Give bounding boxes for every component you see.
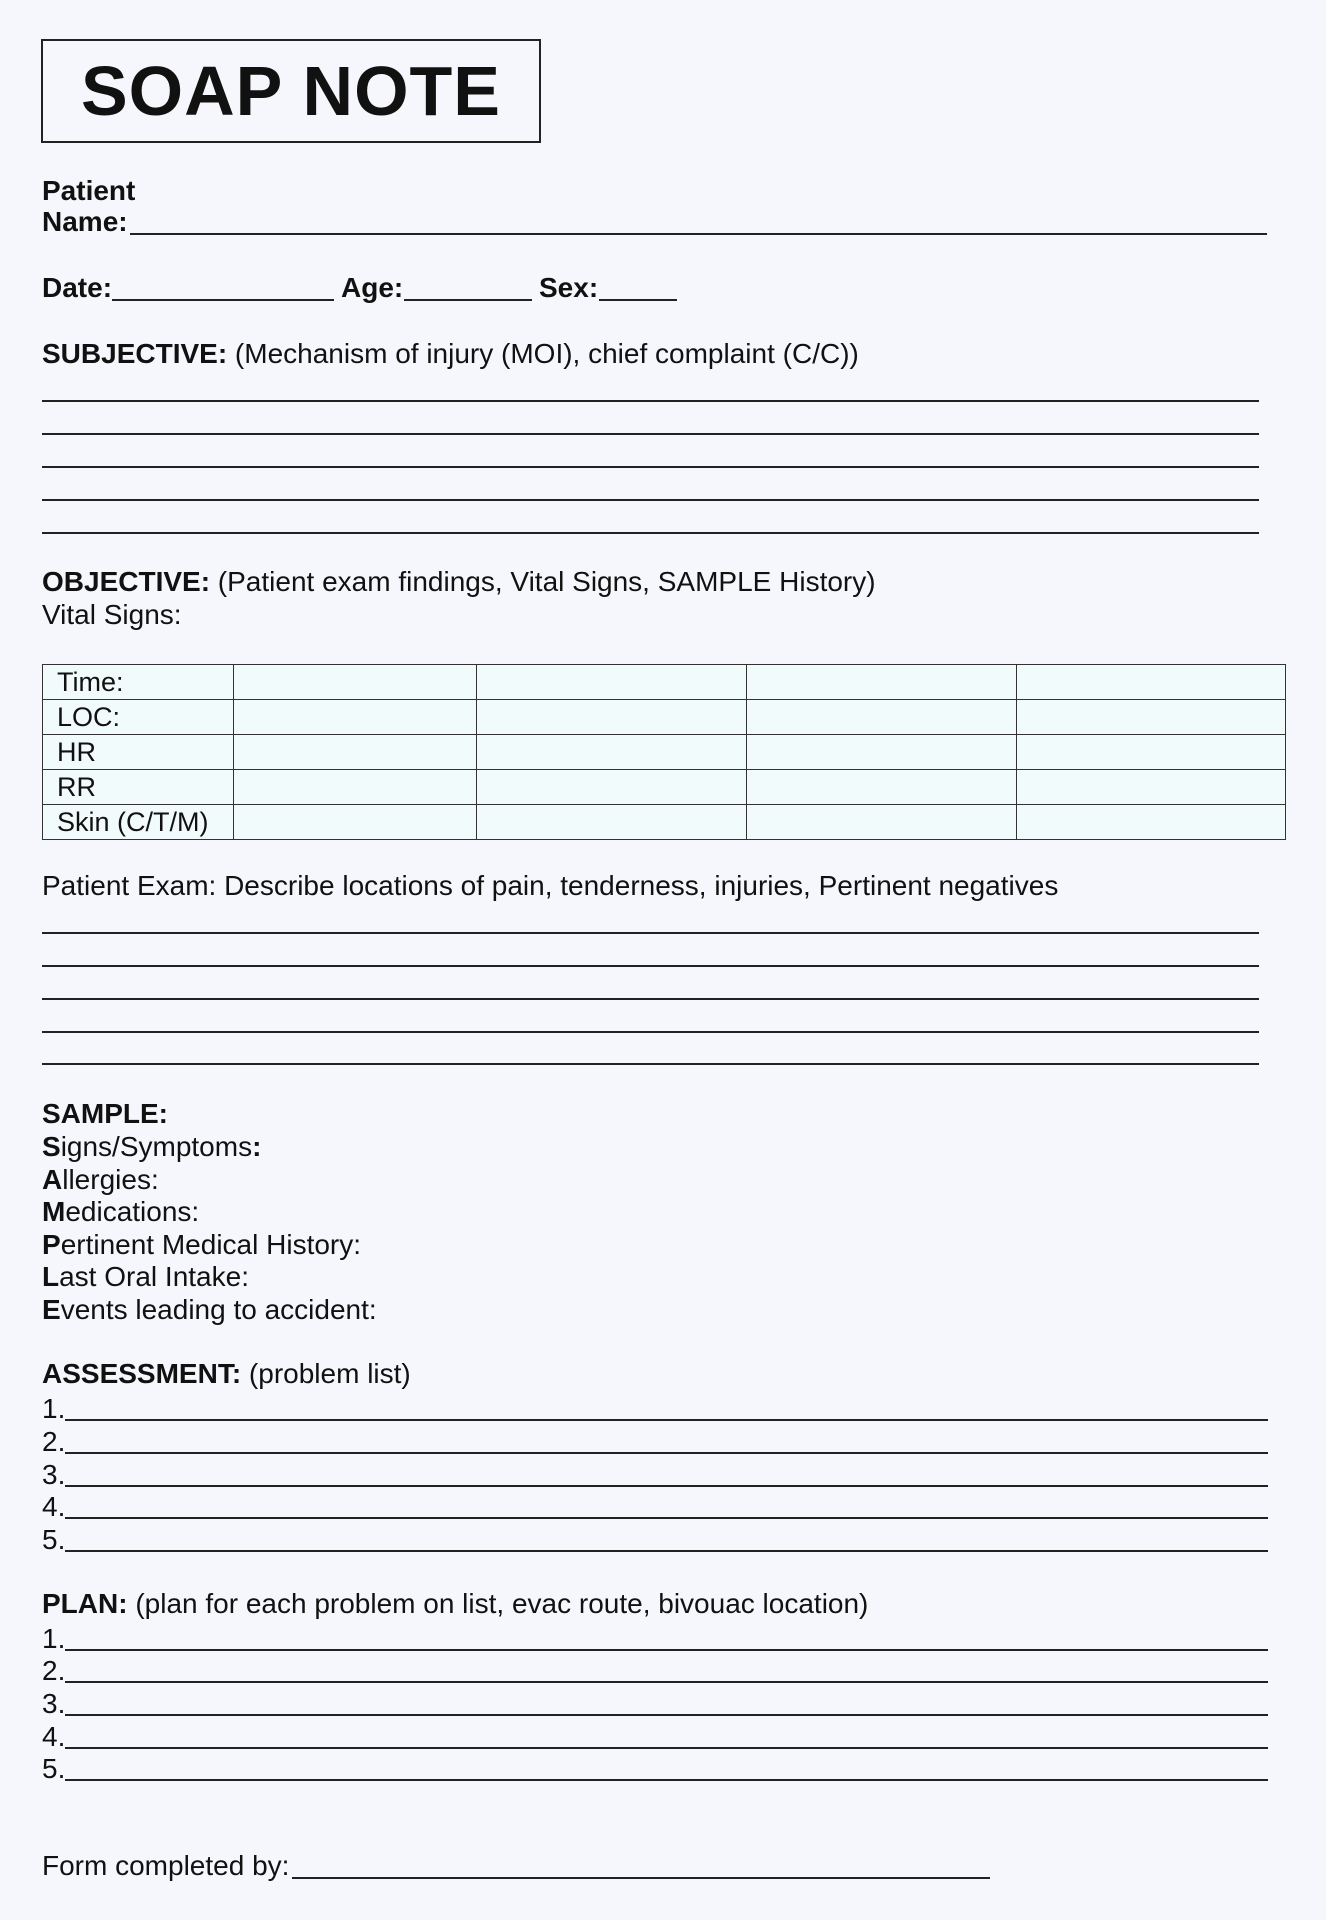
sample-letter: E bbox=[42, 1294, 61, 1325]
line-number: 5. bbox=[42, 1753, 66, 1784]
sample-colon: : bbox=[252, 1131, 262, 1162]
plan-heading-row bbox=[42, 1590, 868, 1618]
form-completed-by-label: Form completed by: bbox=[42, 1850, 290, 1881]
line-number: 3. bbox=[42, 1459, 66, 1490]
sample-text: ast Oral Intake: bbox=[59, 1261, 249, 1292]
plan-heading: PLAN: bbox=[42, 1588, 128, 1619]
sample-text: edications: bbox=[65, 1196, 200, 1227]
vitals-row-skin bbox=[43, 805, 1286, 840]
vitals-cell[interactable] bbox=[747, 735, 1017, 770]
sample-heading: SAMPLE: bbox=[42, 1098, 168, 1129]
vitals-cell[interactable] bbox=[1017, 665, 1286, 700]
sample-text: llergies: bbox=[62, 1164, 159, 1195]
patient-exam-line[interactable] bbox=[42, 1063, 1259, 1065]
plan-line[interactable] bbox=[42, 1688, 1268, 1718]
sample-letter: S bbox=[42, 1131, 61, 1162]
line-number: 1. bbox=[42, 1623, 66, 1654]
sample-item-medications bbox=[42, 1198, 199, 1226]
patient-exam-line[interactable] bbox=[42, 965, 1259, 967]
line-number: 4. bbox=[42, 1721, 66, 1752]
vitals-row-label: Time: bbox=[43, 665, 234, 700]
subjective-heading: SUBJECTIVE: bbox=[42, 338, 228, 369]
vitals-cell[interactable] bbox=[477, 805, 747, 840]
vitals-cell[interactable] bbox=[747, 770, 1017, 805]
plan-line[interactable] bbox=[42, 1753, 1268, 1783]
patient-exam-line[interactable] bbox=[42, 1031, 1259, 1033]
patient-name-label-line2: Name: bbox=[42, 206, 128, 237]
assessment-line[interactable] bbox=[42, 1426, 1268, 1456]
patient-name-label-line1: Patient bbox=[42, 175, 136, 206]
subjective-heading-row bbox=[42, 340, 859, 368]
vitals-cell[interactable] bbox=[747, 665, 1017, 700]
line-number: 4. bbox=[42, 1491, 66, 1522]
age-field[interactable] bbox=[404, 299, 532, 301]
sample-item-signs bbox=[42, 1133, 261, 1161]
plan-hint: (plan for each problem on list, evac route, bivouac location) bbox=[127, 1588, 869, 1619]
vitals-row-loc bbox=[43, 700, 1286, 735]
sample-letter: L bbox=[42, 1261, 60, 1292]
line-number: 3. bbox=[42, 1688, 66, 1719]
vitals-cell[interactable] bbox=[1017, 735, 1286, 770]
vitals-row-label: Skin (C/T/M) bbox=[43, 805, 234, 840]
objective-heading-row bbox=[42, 568, 876, 596]
assessment-line[interactable] bbox=[42, 1393, 1268, 1423]
assessment-line[interactable] bbox=[42, 1491, 1268, 1521]
sample-item-history bbox=[42, 1231, 361, 1259]
vitals-cell[interactable] bbox=[477, 665, 747, 700]
vitals-row-label: HR bbox=[43, 735, 234, 770]
subjective-line[interactable] bbox=[42, 499, 1259, 501]
form-completed-by-field[interactable] bbox=[292, 1877, 990, 1879]
assessment-heading-row bbox=[42, 1360, 411, 1388]
sample-letter: A bbox=[42, 1164, 63, 1195]
subjective-hint: (Mechanism of injury (MOI), chief complaint (C/C)) bbox=[227, 338, 859, 369]
patient-exam-line[interactable] bbox=[42, 998, 1259, 1000]
vitals-cell[interactable] bbox=[1017, 770, 1286, 805]
plan-line[interactable] bbox=[42, 1623, 1268, 1653]
plan-line[interactable] bbox=[42, 1655, 1268, 1685]
title-box bbox=[41, 39, 541, 143]
line-number: 2. bbox=[42, 1426, 66, 1457]
vitals-cell[interactable] bbox=[477, 770, 747, 805]
sex-field[interactable] bbox=[599, 299, 677, 301]
vitals-cell[interactable] bbox=[747, 700, 1017, 735]
age-label: Age: bbox=[341, 272, 404, 303]
vitals-cell[interactable] bbox=[477, 735, 747, 770]
vitals-row-hr bbox=[43, 735, 1286, 770]
vitals-cell[interactable] bbox=[1017, 700, 1286, 735]
line-number: 2. bbox=[42, 1655, 66, 1686]
sample-text: vents leading to accident: bbox=[60, 1294, 377, 1325]
objective-heading: OBJECTIVE: bbox=[42, 566, 211, 597]
page-title: SOAP NOTE bbox=[80, 52, 501, 130]
date-label: Date: bbox=[42, 272, 113, 303]
vitals-cell[interactable] bbox=[234, 770, 477, 805]
sample-text: igns/Symptoms bbox=[60, 1131, 253, 1162]
sample-text: ertinent Medical History: bbox=[60, 1229, 362, 1260]
subjective-line[interactable] bbox=[42, 532, 1259, 534]
vitals-cell[interactable] bbox=[234, 735, 477, 770]
vitals-row-rr bbox=[43, 770, 1286, 805]
date-field[interactable] bbox=[112, 299, 334, 301]
sample-letter: P bbox=[42, 1229, 61, 1260]
plan-line[interactable] bbox=[42, 1721, 1268, 1751]
sample-letter: M bbox=[42, 1196, 66, 1227]
patient-exam-label: Patient Exam: Describe locations of pain, tenderness, injuries, Pertinent negatives bbox=[42, 870, 1059, 901]
vitals-cell[interactable] bbox=[234, 700, 477, 735]
subjective-line[interactable] bbox=[42, 433, 1259, 435]
vital-signs-table bbox=[42, 664, 1286, 840]
vitals-cell[interactable] bbox=[234, 805, 477, 840]
objective-hint: (Patient exam findings, Vital Signs, SAMPLE History) bbox=[210, 566, 876, 597]
vital-signs-label: Vital Signs: bbox=[42, 599, 182, 630]
line-number: 5. bbox=[42, 1524, 66, 1555]
vitals-cell[interactable] bbox=[747, 805, 1017, 840]
sample-item-oral-intake bbox=[42, 1263, 249, 1291]
sex-label: Sex: bbox=[539, 272, 599, 303]
vitals-cell[interactable] bbox=[234, 665, 477, 700]
line-number: 1. bbox=[42, 1393, 66, 1424]
assessment-heading: ASSESSMENT: bbox=[42, 1358, 242, 1389]
vitals-row-label: LOC: bbox=[43, 700, 234, 735]
patient-exam-line[interactable] bbox=[42, 932, 1259, 934]
assessment-line[interactable] bbox=[42, 1459, 1268, 1489]
assessment-hint: (problem list) bbox=[241, 1358, 411, 1389]
assessment-line[interactable] bbox=[42, 1524, 1268, 1554]
sample-item-allergies bbox=[42, 1166, 159, 1194]
vitals-row-label: RR bbox=[43, 770, 234, 805]
patient-name-field[interactable] bbox=[130, 233, 1267, 235]
subjective-line[interactable] bbox=[42, 400, 1259, 402]
vitals-row-time bbox=[43, 665, 1286, 700]
vitals-cell[interactable] bbox=[1017, 805, 1286, 840]
sample-item-events bbox=[42, 1296, 377, 1324]
subjective-line[interactable] bbox=[42, 466, 1259, 468]
vitals-cell[interactable] bbox=[477, 700, 747, 735]
